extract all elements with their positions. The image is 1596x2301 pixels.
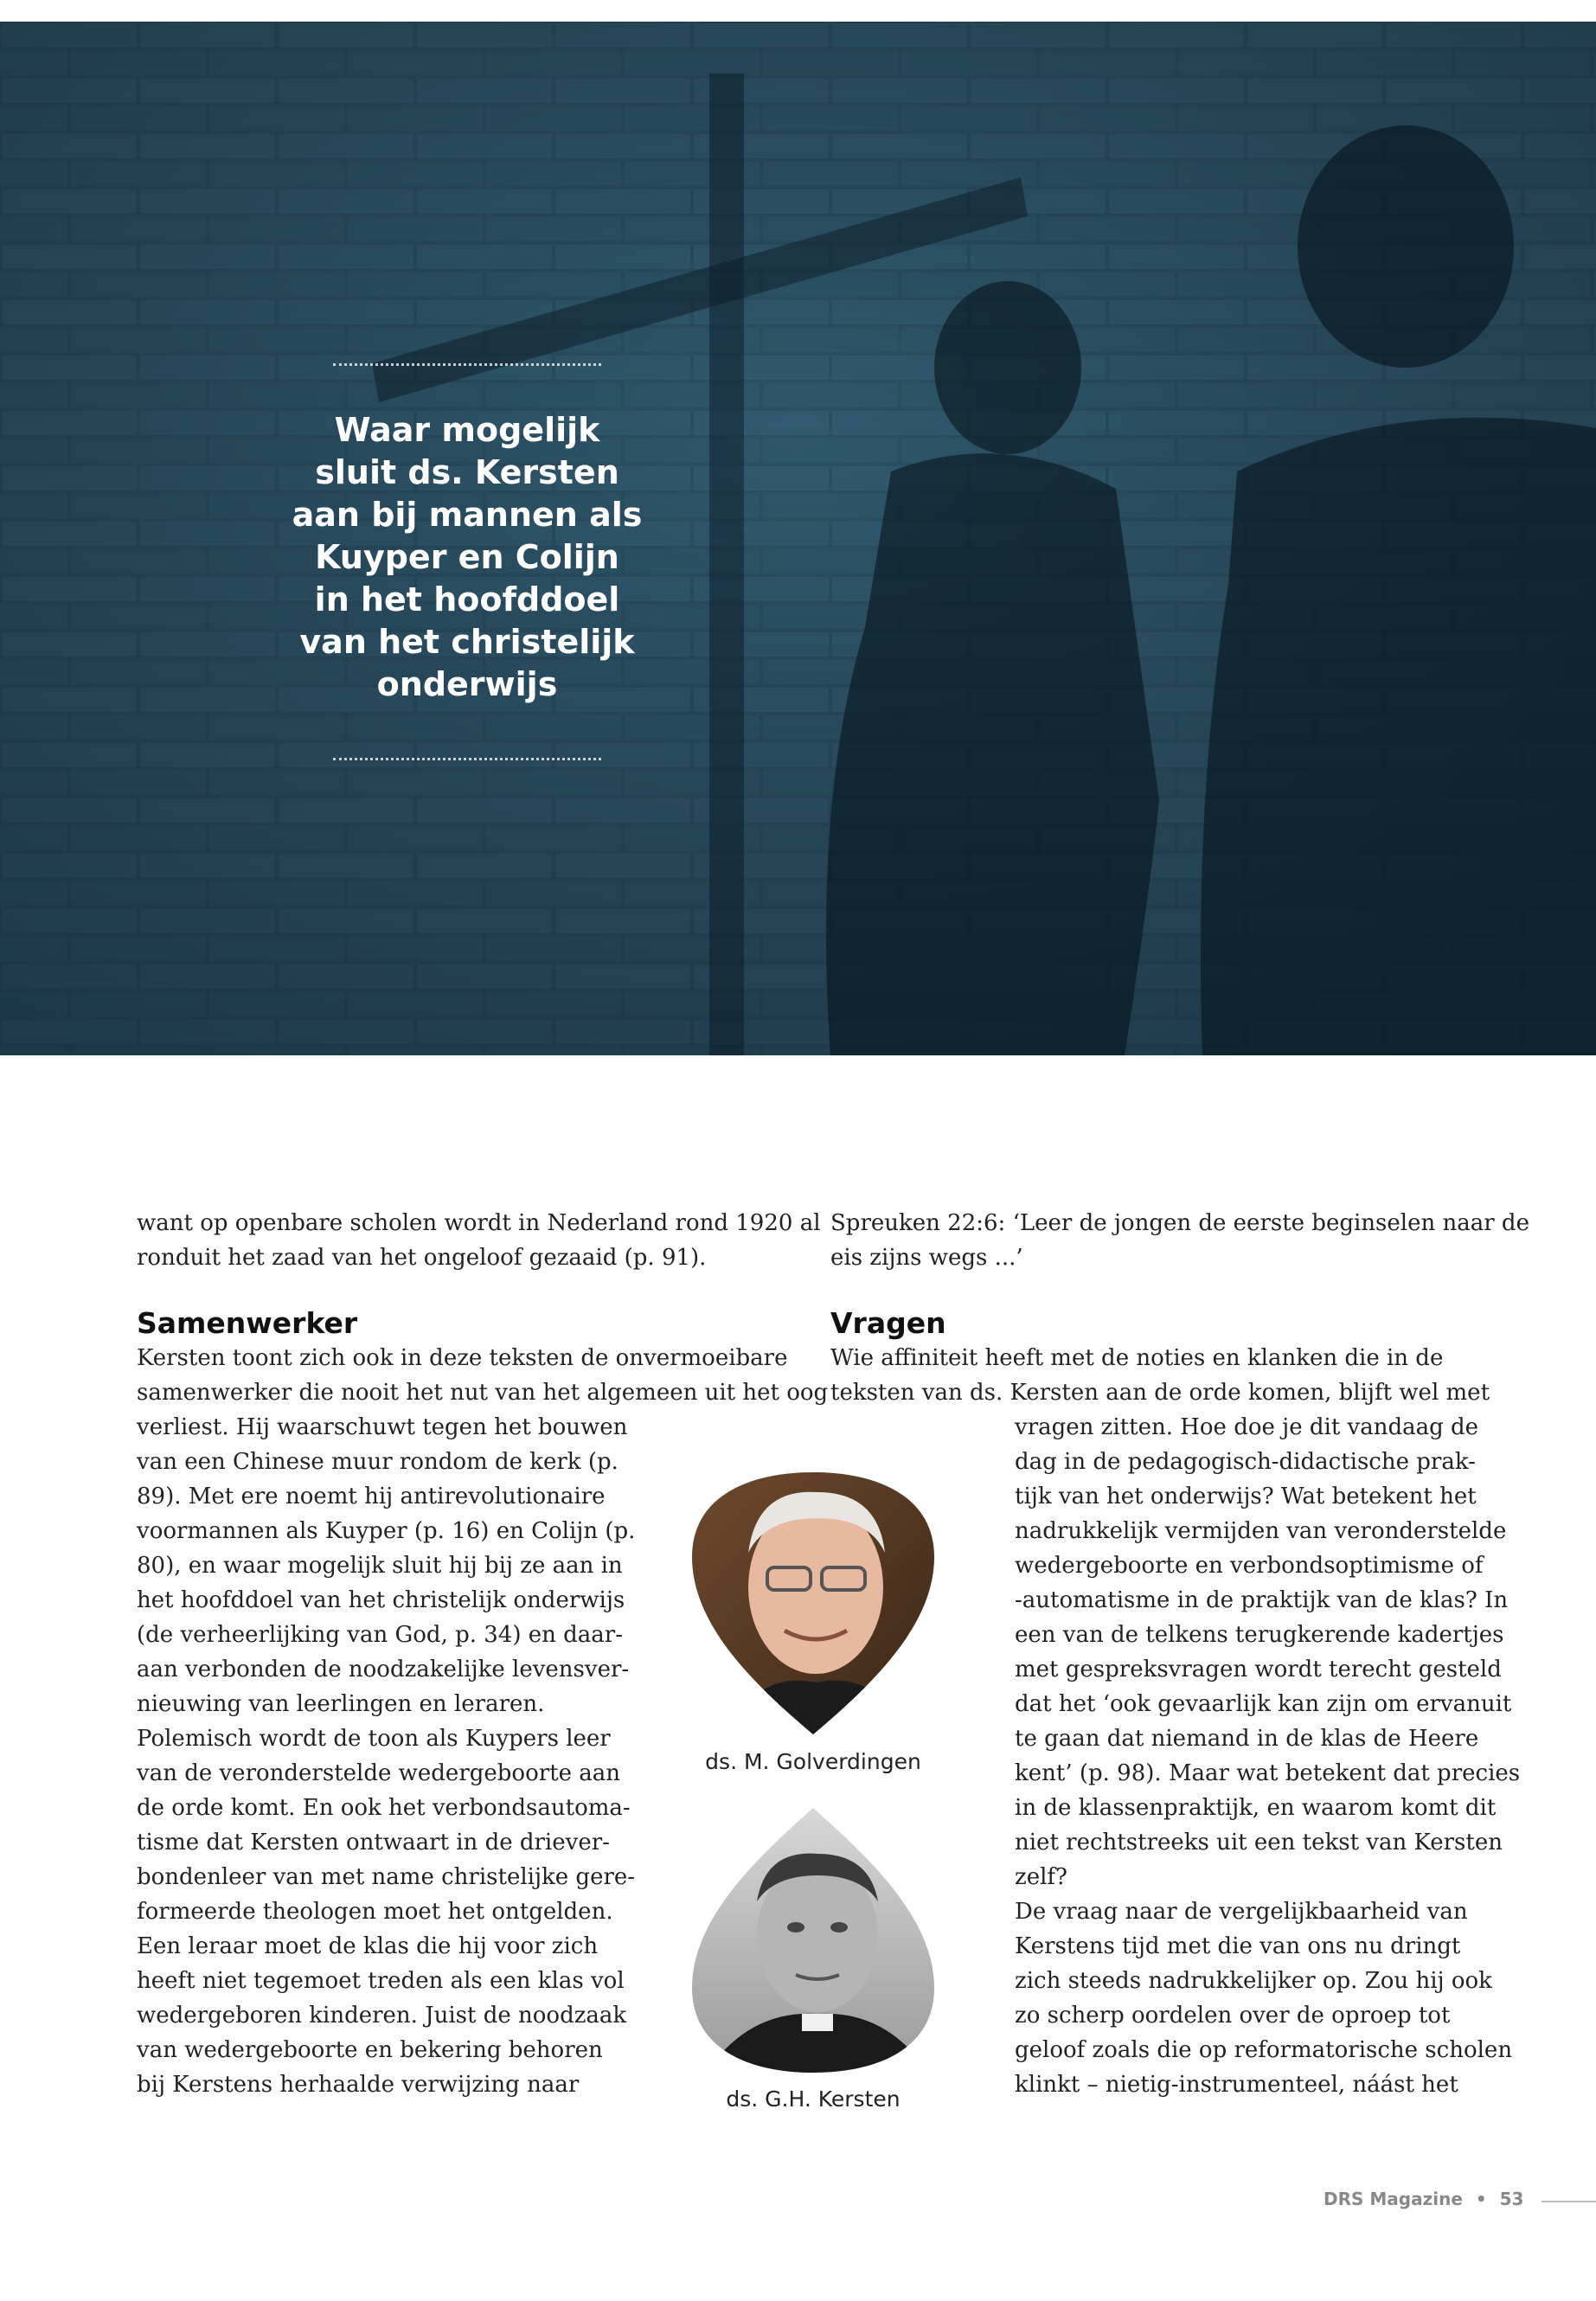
text-line: Kerstens tijd met die van ons nu dringt [1015, 1933, 1461, 1959]
text-line: nieuwing van leerlingen en leraren. [137, 1691, 545, 1717]
text-line: geloof zoals die op reformatorische scholen [1015, 2037, 1513, 2063]
text-line: want op openbare scholen wordt in Nederland rond 1920 al [137, 1210, 821, 1236]
right-body-text [830, 1341, 1522, 2102]
section-heading-samenwerker: Samenwerker [137, 1306, 358, 1340]
right-column-body [830, 1306, 1522, 2102]
text-line: in de klassenpraktijk, en waarom komt dit [1015, 1795, 1497, 1821]
text-line: eis zijns wegs ...’ [830, 1245, 1023, 1271]
text-line: van een Chinese muur rondom de kerk (p. [137, 1449, 619, 1475]
hero-photo [0, 22, 1596, 1055]
text-line: voormannen als Kuyper (p. 16) en Colijn (p. [137, 1518, 636, 1544]
pull-quote-text: Waar mogelijk sluit ds. Kersten aan bij mannen als Kuyper en Colijn in het hoofddoel van het christelijk onderwijs [292, 411, 643, 703]
text-line: verliest. Hij waarschuwt tegen het bouwen [137, 1414, 628, 1440]
text-line: Een leraar moet de klas die hij voor zich [137, 1933, 599, 1959]
text-line: bondenleer van met name christelijke gere- [137, 1864, 636, 1890]
text-line: wedergeboren kinderen. Juist de noodzaak [137, 2003, 627, 2029]
text-line: zo scherp oordelen over de oproep tot [1015, 2003, 1451, 2029]
right-column-intro [830, 1206, 1529, 1275]
text-line: -automatisme in de praktijk van de klas? In [1015, 1587, 1509, 1613]
text-line: heeft niet tegemoet treden als een klas vol [137, 1968, 625, 1994]
text-line: van wedergeboorte en bekering behoren [137, 2037, 603, 2063]
text-line: klinkt – nietig-instrumenteel, náást het [1015, 2072, 1458, 2098]
text-line: dat het ‘ook gevaarlijk kan zijn om ervanuit [1015, 1691, 1512, 1717]
text-line: Spreuken 22:6: ‘Leer de jongen de eerste beginselen naar de [830, 1210, 1529, 1236]
footer-separator: • [1475, 2189, 1487, 2209]
portrait-caption-golverdingen: ds. M. Golverdingen [705, 1749, 921, 1774]
text-line: Kersten toont zich ook in deze teksten de onvermoeibare [137, 1345, 788, 1371]
text-line: wedergeboorte en verbondsoptimisme of [1015, 1553, 1484, 1579]
text-line: vragen zitten. Hoe doe je dit vandaag de [1015, 1414, 1479, 1440]
text-line: bij Kerstens herhaalde verwijzing naar [137, 2072, 580, 2098]
quote-top-divider [333, 363, 601, 366]
text-line: De vraag naar de vergelijkbaarheid van [1015, 1899, 1468, 1925]
text-line: ronduit het zaad van het ongeloof gezaaid (p. 91). [137, 1245, 707, 1271]
page-footer [1324, 2189, 1523, 2209]
text-line: nadrukkelijk vermijden van veronderstelde [1015, 1518, 1507, 1544]
text-line: tijk van het onderwijs? Wat betekent het [1015, 1484, 1477, 1509]
text-line: van de veronderstelde wedergeboorte aan [137, 1760, 620, 1786]
quote-bottom-divider [333, 758, 601, 760]
page-number: 53 [1499, 2189, 1524, 2209]
text-line: Wie affiniteit heeft met de noties en klanken die in de [830, 1345, 1444, 1371]
text-line: te gaan dat niemand in de klas de Heere [1015, 1726, 1479, 1752]
text-line: Polemisch wordt de toon als Kuypers leer [137, 1726, 611, 1752]
pull-quote [285, 363, 649, 760]
text-line: teksten van ds. Kersten aan de orde komen, blijft wel met [830, 1380, 1490, 1406]
left-column-intro [137, 1206, 821, 1275]
text-line: zelf? [1015, 1864, 1067, 1890]
footer-rule [1542, 2201, 1596, 2202]
text-line: zich steeds nadrukkelijker op. Zou hij ook [1015, 1968, 1492, 1994]
text-line: formeerde theologen moet het ontgelden. [137, 1899, 613, 1925]
text-line: aan verbonden de noodzakelijke levensver- [137, 1657, 630, 1682]
text-line: dag in de pedagogisch-didactische prak- [1015, 1449, 1476, 1475]
brick-wall-illustration [0, 22, 1596, 1055]
text-line: niet rechtstreeks uit een tekst van Kersten [1015, 1830, 1503, 1856]
section-heading-vragen: Vragen [830, 1306, 946, 1340]
text-line: een van de telkens terugkerende kadertjes [1015, 1622, 1504, 1648]
text-line: de orde komt. En ook het verbondsautoma- [137, 1795, 631, 1821]
text-line: met gespreksvragen wordt terecht gesteld [1015, 1657, 1502, 1682]
portrait-caption-kersten: ds. G.H. Kersten [726, 2086, 901, 2112]
text-line: (de verheerlijking van God, p. 34) en daar- [137, 1622, 624, 1648]
text-line: 80), en waar mogelijk sluit hij bij ze aan in [137, 1553, 623, 1579]
text-line: kent’ (p. 98). Maar wat betekent dat precies [1015, 1760, 1521, 1786]
text-line: tisme dat Kersten ontwaart in de driever- [137, 1830, 610, 1856]
magazine-name: DRS Magazine [1324, 2189, 1463, 2209]
text-line: samenwerker die nooit het nut van het algemeen uit het oog [137, 1380, 829, 1406]
text-line: het hoofddoel van het christelijk onderwijs [137, 1587, 625, 1613]
text-line: 89). Met ere noemt hij antirevolutionaire [137, 1484, 606, 1509]
